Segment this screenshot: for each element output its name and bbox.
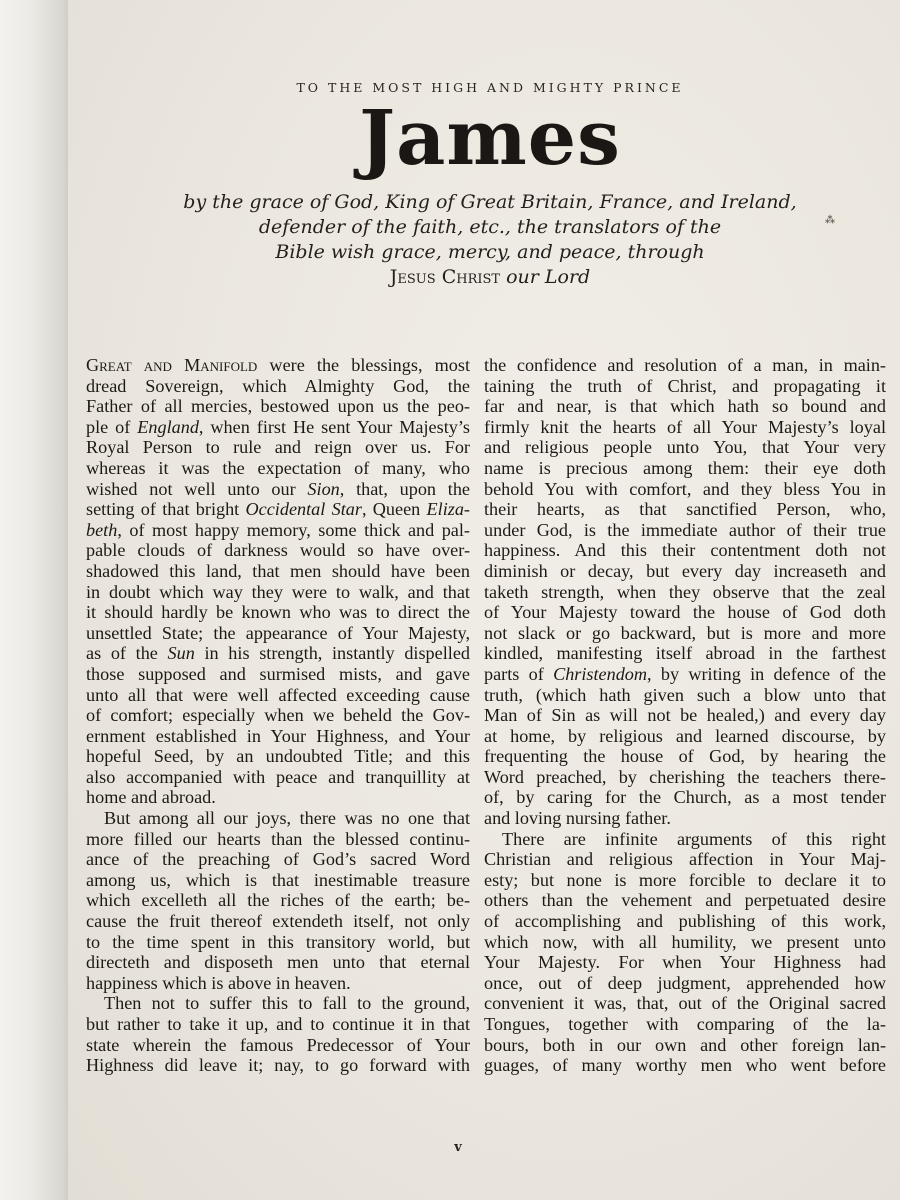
text-line: directeth and disposeth men unto that eternal	[86, 952, 470, 973]
text-line: to the time spent in this transitory world, but	[86, 931, 470, 952]
text-line: frequenting the house of God, by hearing the	[484, 746, 886, 767]
text-line: whereas it was the expectation of many, who	[86, 457, 470, 478]
text-line: Royal Person to rule and reign over us. For	[86, 437, 470, 458]
text-line	[86, 643, 470, 664]
text-line: which excelleth all the riches of the earth; be-	[86, 890, 470, 911]
text-line: state wherein the famous Predecessor of Your	[86, 1034, 470, 1055]
text-fragment: , that, upon the	[339, 478, 470, 499]
text-line: of, by caring for the Church, as a most tender	[484, 787, 886, 808]
text-fragment: setting of that bright	[86, 499, 246, 520]
text-line: unto all that were well affected exceeding cause	[86, 684, 470, 705]
text-line: firmly knit the hearts of all Your Majesty’s loyal	[484, 416, 886, 437]
text-line: kindled, manifesting itself abroad in the farthest	[484, 643, 886, 664]
text-line: the confidence and resolution of a man, in main-	[484, 355, 886, 375]
italic-fragment: beth	[86, 519, 118, 540]
text-line: once, out of deep judgment, apprehended how	[484, 972, 886, 993]
subtitle-line	[160, 265, 820, 290]
subtitle-line: by the grace of God, King of Great Britain, France, and Ireland,	[183, 191, 797, 213]
text-line: Christian and religious affection in Your Maj-	[484, 849, 886, 870]
text-line: Man of Sin as will not be healed,) and every day	[484, 705, 886, 726]
text-line: happiness which is above in heaven.	[86, 972, 351, 993]
text-line: taketh strength, when they observe that the zeal	[484, 581, 886, 602]
text-line: diminish or decay, but every day increaseth and	[484, 560, 886, 581]
italic-fragment: England	[137, 416, 199, 437]
text-fragment: ple of	[86, 416, 138, 437]
text-line: shadowed this land, that men should have been	[86, 560, 470, 581]
text-line	[86, 499, 470, 520]
text-fragment: were the blessings, most	[257, 355, 470, 375]
text-line: cause the fruit thereof extendeth itself, not only	[86, 911, 470, 932]
text-line: Word preached, by cherishing the teachers there-	[484, 766, 886, 787]
italic-fragment: Sion	[307, 478, 340, 499]
text-line	[86, 479, 470, 500]
text-line	[86, 355, 470, 376]
text-line: also accompanied with peace and tranquillity at	[86, 766, 470, 787]
text-line: of Your Majesty toward the house of God doth	[484, 602, 886, 623]
text-line: at home, by religious and learned discourse, by	[484, 725, 886, 746]
text-line: esty; but none is more forcible to declare it to	[484, 869, 886, 890]
text-line: But among all our joys, there was no one that	[104, 808, 470, 829]
subtitle-line: Bible wish grace, mercy, and peace, through	[275, 241, 705, 263]
italic-fragment: Occidental Star	[245, 499, 362, 520]
text-fragment: , Queen	[361, 499, 427, 520]
text-line: hopeful Seed, by an undoubted Title; and this	[86, 746, 470, 767]
text-line: convenient it was, that, out of the Original sacred	[484, 993, 886, 1014]
text-line: happiness. And this their contentment doth not	[484, 540, 886, 561]
italic-fragment: Sun	[167, 643, 195, 664]
text-line: under God, is the immediate author of their true	[484, 519, 886, 540]
page-number: v	[454, 1140, 462, 1155]
text-fragment: parts of	[484, 663, 554, 684]
text-fragment: as of the	[86, 643, 168, 664]
text-line: truth, (which hath given such a blow unto that	[484, 684, 886, 705]
text-line: Your Majesty. For when Your Highness had	[484, 952, 886, 973]
text-line: far and near, is that which hath so bound and	[484, 396, 886, 417]
text-line: Father of all mercies, bestowed upon us the peo-	[86, 396, 470, 417]
text-line: Then not to suffer this to fall to the ground,	[104, 993, 470, 1014]
text-line: pable clouds of darkness would so have over-	[86, 540, 470, 561]
text-fragment: in his strength, instantly dispelled	[194, 643, 470, 664]
subtitle-block	[160, 190, 820, 290]
text-line: and religious people unto You, that Your very	[484, 437, 886, 458]
italic-fragment: Christendom	[553, 663, 648, 684]
text-fragment: , of most happy memory, some thick and pal-	[117, 519, 470, 540]
text-line: of accomplishing and publishing of this work,	[484, 911, 886, 932]
drop-phrase: Great and Manifold	[86, 355, 258, 375]
subtitle-name: Jesus Christ	[389, 266, 501, 288]
book-gutter	[0, 0, 70, 1200]
text-line: bours, both in our own and other foreign lan-	[484, 1034, 886, 1055]
text-line: guages, of many worthy men who went before	[484, 1055, 886, 1076]
text-line: those supposed and surmised mists, and gave	[86, 663, 470, 684]
text-line: not slack or go backward, but is more and more	[484, 622, 886, 643]
text-line: There are infinite arguments of this right	[502, 828, 886, 849]
text-line: among us, which is that inestimable treasure	[86, 869, 470, 890]
text-line: more filled our hearts than the blessed continu-	[86, 828, 470, 849]
text-line: which now, with all humility, we present unto	[484, 931, 886, 952]
text-line: ance of the preaching of God’s sacred Word	[86, 849, 470, 870]
text-column-left	[86, 355, 470, 1076]
text-fragment: wished not well unto our	[86, 478, 308, 499]
text-line: others than the vehement and perpetuated desire	[484, 890, 886, 911]
dedication-heading: TO THE MOST HIGH AND MIGHTY PRINCE	[296, 80, 684, 95]
text-fragment: , by writing in defence of the	[647, 663, 886, 684]
text-line: name is precious among them: their eye doth	[484, 457, 886, 478]
text-line: unsettled State; the appearance of Your Majesty,	[86, 622, 470, 643]
text-line: dread Sovereign, which Almighty God, the	[86, 375, 470, 396]
text-line: Highness did leave it; nay, to go forward with	[86, 1055, 470, 1076]
subtitle-tail: our Lord	[500, 266, 591, 288]
text-line: Tongues, together with comparing of the la-	[484, 1014, 886, 1034]
page-title: James	[359, 93, 621, 182]
italic-fragment: Eliza-	[426, 499, 470, 520]
text-line: it should hardly be known who was to direct the	[86, 602, 470, 623]
text-line: their hearts, as that sanctified Person, who,	[484, 499, 886, 520]
text-line: ernment established in Your Highness, and Your	[86, 725, 470, 746]
subtitle-line: defender of the faith, etc., the translators of the	[258, 216, 722, 238]
text-line: but rather to take it up, and to continue it in that	[86, 1014, 470, 1034]
text-line: taining the truth of Christ, and propagating it	[484, 375, 886, 396]
text-line: in doubt which way they were to walk, and that	[86, 581, 470, 602]
ornament-mark: ⁂	[825, 215, 835, 226]
text-line: and loving nursing father.	[484, 808, 671, 829]
text-line	[484, 664, 886, 685]
text-fragment: , when first He sent Your Majesty’s	[198, 416, 470, 437]
text-column-right	[484, 355, 886, 1076]
text-line	[86, 417, 470, 438]
text-line: of comfort; especially when we beheld the Gov-	[86, 705, 470, 726]
text-line: home and abroad.	[86, 787, 216, 808]
text-line	[86, 520, 470, 541]
text-line: behold You with comfort, and they bless You in	[484, 478, 886, 499]
